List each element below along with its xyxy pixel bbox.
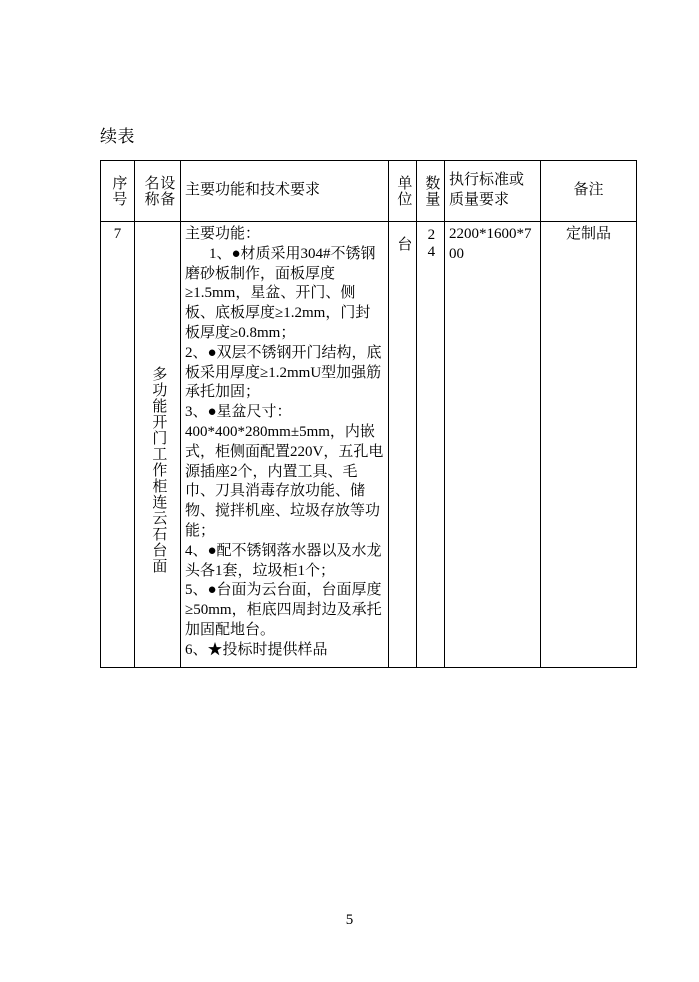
continued-table-label: 续表 [100, 127, 135, 146]
unit-label: 台 [395, 236, 412, 252]
header-cell-standard: 执行标准或质量要求 [445, 161, 541, 222]
header-cell-qty [417, 161, 445, 222]
desc-line-2: 2、●双层不锈钢开门结构，底板采用厚度≥1.2mmU型加强筋承托加固； [185, 344, 382, 401]
desc-line-5: 5、●台面为云台面，台面厚度≥50mm，柜底四周封边及承托加固配地台。 [185, 582, 382, 638]
table-row [101, 222, 637, 668]
cell-standard: 2200*1600*700 [445, 222, 541, 668]
desc-line-3: 3、●星盆尺寸：400*400*280mm±5mm，内嵌式，柜侧面配置220V，五孔电源插座2个，内置工具、毛巾、刀具消毒存放功能、储物、搅拌机座、垃圾存放等功能； [185, 404, 384, 539]
header-label-name: 设备名称 [142, 175, 175, 207]
equipment-spec-table [100, 160, 637, 668]
cell-equipment-name [135, 222, 181, 668]
cell-note: 定制品 [541, 222, 637, 668]
page-number: 5 [345, 912, 354, 928]
table-header-row [101, 161, 637, 222]
cell-quantity [417, 222, 445, 668]
header-label-unit: 单位 [395, 175, 412, 207]
desc-line-0: 主要功能： [185, 226, 261, 242]
desc-line-6: 6、★投标时提供样品 [185, 641, 328, 658]
equipment-name-label: 多功能开门工作柜连云石台面 [150, 366, 167, 574]
header-label-seq: 序号 [110, 175, 127, 207]
header-cell-seq [101, 161, 135, 222]
header-cell-desc: 主要功能和技术要求 [181, 161, 389, 222]
desc-line-4: 4、●配不锈钢落水器以及水龙头各1套，垃圾柜1个； [185, 542, 382, 579]
quantity-label: 24 [423, 227, 440, 261]
cell-description [181, 222, 389, 668]
desc-line-1: 1、●材质采用304#不锈钢磨砂板制作，面板厚度≥1.5mm，星盆、开门、侧板、底板厚度≥1.2mm，门封板厚度≥0.8mm； [185, 245, 376, 341]
cell-unit [389, 222, 417, 668]
header-label-qty: 数量 [423, 175, 440, 207]
header-cell-unit [389, 161, 417, 222]
cell-seq: 7 [101, 222, 135, 668]
header-cell-note: 备注 [541, 161, 637, 222]
header-cell-name [135, 161, 181, 222]
